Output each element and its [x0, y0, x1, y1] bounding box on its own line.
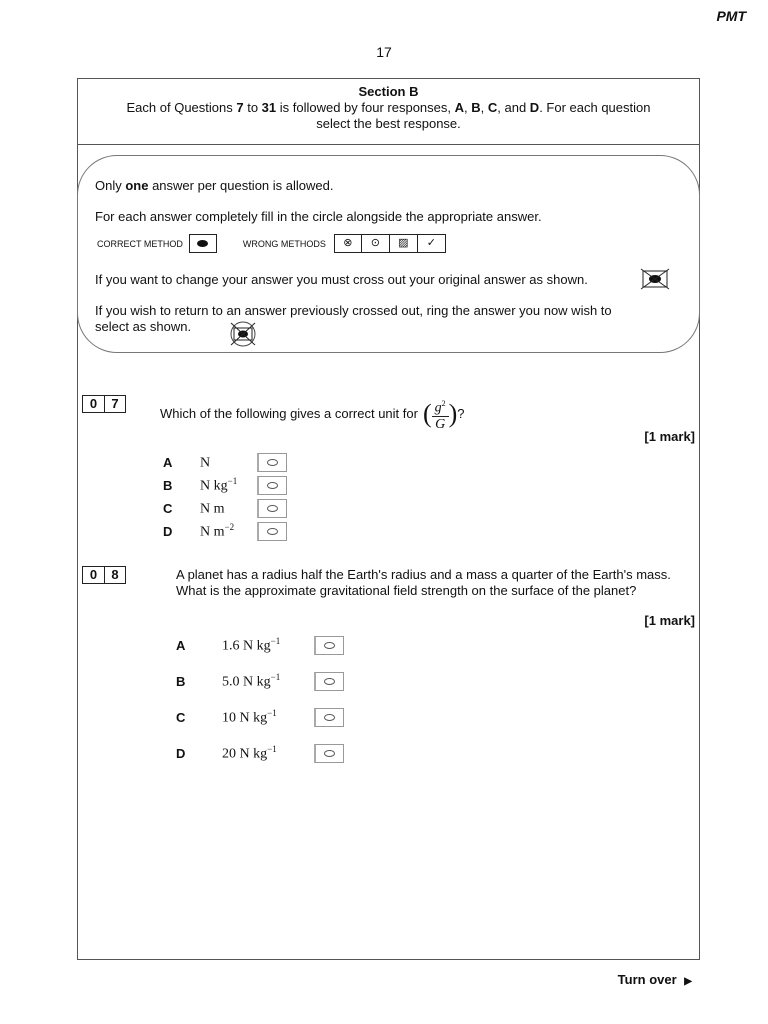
question-08-mark: [1 mark] [644, 613, 695, 628]
wrong-methods-label: WRONG METHODS [242, 238, 326, 249]
triangle-right-icon: ▶ [684, 976, 692, 987]
instruction-return-2: select as shown. [95, 319, 192, 334]
section-title: Section B [358, 84, 419, 99]
section-intro-line2: select the best response. [316, 116, 461, 131]
answer-circle-a[interactable] [257, 453, 287, 472]
option-a: A 1.6 N $kg^{-1}$ [176, 627, 344, 663]
instruction-change: If you want to change your answer you must cross out your original answer as shown. [95, 272, 588, 287]
option-c: C N m [163, 497, 287, 520]
answer-circle-a[interactable] [314, 636, 344, 655]
turn-over: Turn over ▶ [617, 972, 692, 987]
question-07-text: Which of the following gives a correct unit for ( $g^2$ G ) ? [160, 396, 465, 432]
answer-circle-d[interactable] [257, 522, 287, 541]
page-number: 17 [376, 44, 392, 60]
correct-method-label: CORRECT METHOD [97, 238, 183, 249]
instruction-fill: For each answer completely fill in the circle alongside the appropriate answer. [95, 209, 542, 224]
corner-label: PMT [716, 8, 746, 24]
scribble-icon: ▨ [390, 234, 418, 253]
instruction-one-answer: Only one answer per question is allowed. [95, 178, 334, 193]
formula-g2-over-G: $g^2$ G [432, 396, 449, 432]
question-07-options [163, 451, 287, 543]
question-number-08: 0 8 [82, 566, 126, 584]
section-header [77, 78, 700, 145]
question-08-options [176, 627, 344, 771]
option-b: B 5.0 N $kg^{-1}$ [176, 663, 344, 699]
option-d: D N $m^{-2}$ [163, 520, 287, 543]
answer-circle-c[interactable] [257, 499, 287, 518]
question-07-mark: [1 mark] [644, 429, 695, 444]
section-intro: Each of Questions 7 to 31 is followed by four responses, A, B, C, and D. For each question [126, 100, 651, 115]
crossed-out-example-icon [640, 268, 670, 290]
option-a: A N [163, 451, 287, 474]
wrong-methods-icons [334, 234, 446, 253]
question-number-07: 0 7 [82, 395, 126, 413]
correct-method-icon [189, 234, 217, 253]
answer-circle-d[interactable] [314, 744, 344, 763]
ringed-example-icon [228, 320, 258, 348]
methods-row [95, 234, 446, 253]
option-c: C 10 N $kg^{-1}$ [176, 699, 344, 735]
answer-circle-b[interactable] [314, 672, 344, 691]
option-d: D 20 N $kg^{-1}$ [176, 735, 344, 771]
dotted-circle-icon: ⊙ [362, 234, 390, 253]
tick-icon: ✓ [418, 234, 446, 253]
option-b: B N $kg^{-1}$ [163, 474, 287, 497]
answer-circle-b[interactable] [257, 476, 287, 495]
answer-circle-c[interactable] [314, 708, 344, 727]
instruction-return: If you wish to return to an answer previously crossed out, ring the answer you now wish to [95, 303, 612, 318]
question-08-text: A planet has a radius half the Earth's radius and a mass a quarter of the Earth's mass. What is the approximate gravitational field strength on the surface of the planet? [176, 567, 671, 598]
crossed-circle-icon: ⊗ [334, 234, 362, 253]
